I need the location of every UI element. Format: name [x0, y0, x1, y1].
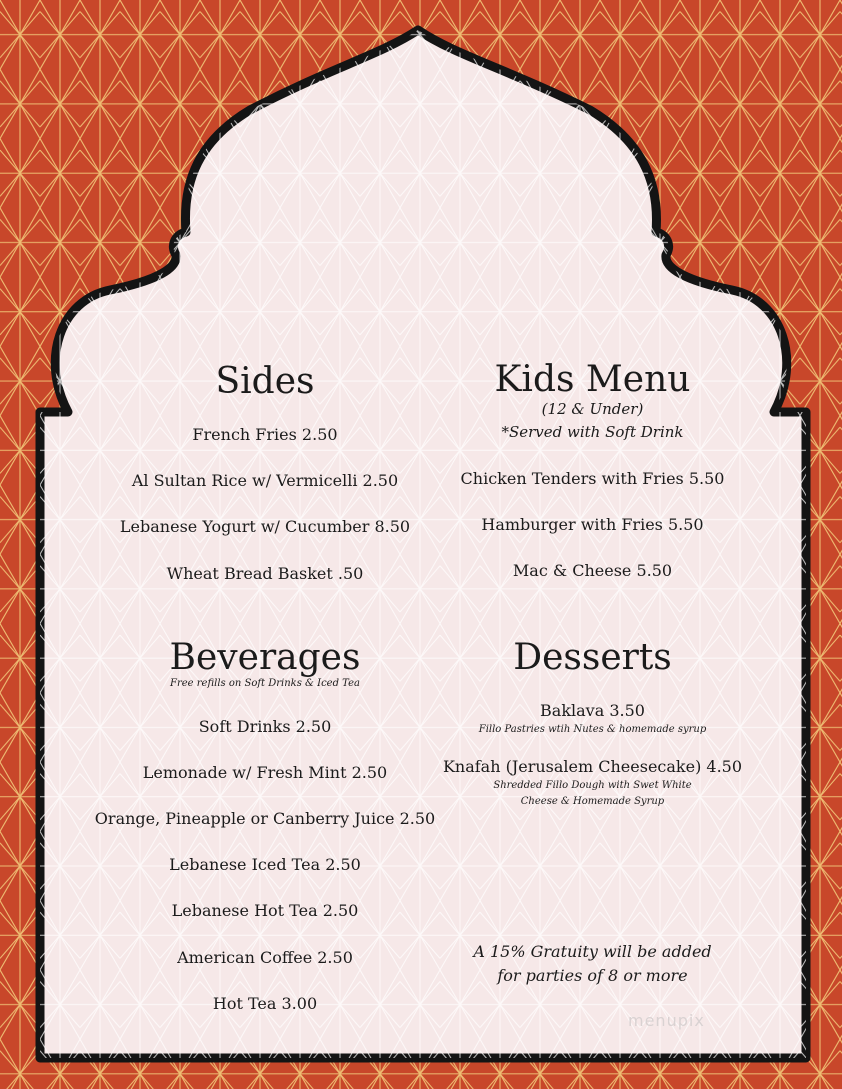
beverages-item: Lemonade w/ Fresh Mint 2.50: [142, 763, 388, 782]
dessert-item-name: Knafah (Jerusalem Cheesecake) 4.50: [442, 757, 743, 776]
sides-item: Al Sultan Rice w/ Vermicelli 2.50: [131, 471, 399, 490]
sides-item: French Fries 2.50: [192, 425, 338, 444]
dessert-item-description: Cheese & Homemade Syrup: [520, 796, 665, 807]
kids-menu-note: *Served with Soft Drink: [501, 423, 684, 441]
left-column: [60, 0, 470, 1089]
beverages-item: Soft Drinks 2.50: [198, 717, 332, 736]
beverages-item: Hot Tea 3.00: [212, 994, 318, 1013]
kids-item: Hamburger with Fries 5.50: [481, 515, 704, 534]
beverages-item: American Coffee 2.50: [177, 948, 353, 967]
kids-menu-title: Kids Menu: [494, 359, 691, 400]
kids-menu-subtitle: (12 & Under): [541, 400, 644, 418]
kids-item: Chicken Tenders with Fries 5.50: [460, 469, 725, 488]
dessert-item-name: Baklava 3.50: [540, 701, 645, 720]
desserts-title: Desserts: [513, 637, 672, 678]
gratuity-note-line1: A 15% Gratuity will be added: [473, 942, 712, 961]
sides-item: Lebanese Yogurt w/ Cucumber 8.50: [119, 517, 411, 536]
sides-title: Sides: [215, 361, 315, 402]
dessert-item-description: Shredded Fillo Dough with Swet White: [493, 780, 692, 791]
sides-item: Wheat Bread Basket .50: [166, 564, 364, 583]
beverages-item: Lebanese Iced Tea 2.50: [169, 855, 361, 874]
dessert-item-description: Fillo Pastries wtih Nutes & homemade syrup: [478, 724, 707, 735]
kids-item: Mac & Cheese 5.50: [512, 561, 673, 580]
beverages-item: Orange, Pineapple or Canberry Juice 2.50: [94, 809, 436, 828]
watermark-text: menupix: [628, 1011, 705, 1030]
gratuity-note-line2: for parties of 8 or more: [497, 966, 688, 985]
beverages-note: Free refills on Soft Drinks & Iced Tea: [170, 678, 360, 689]
beverages-item: Lebanese Hot Tea 2.50: [171, 901, 359, 920]
beverages-title: Beverages: [169, 637, 361, 678]
right-column: [420, 0, 765, 1089]
